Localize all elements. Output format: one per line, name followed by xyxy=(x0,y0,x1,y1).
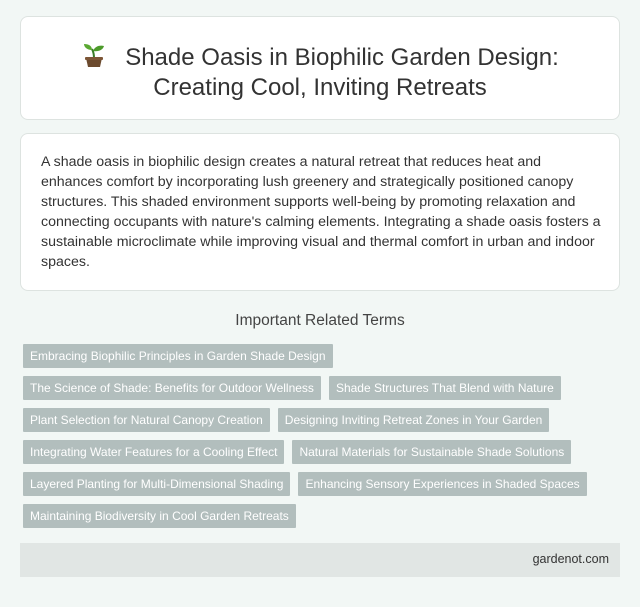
seedling-icon xyxy=(81,44,107,68)
description-card xyxy=(20,133,620,291)
description-text: A shade oasis in biophilic design creates a natural retreat that reduces heat and enhances comfort by incorporating lush greenery and strategically positioned canopy structures. This shaded environment supports well-being by promoting relaxation and connecting occupants with nature's calming elements. Integrating a shade oasis fosters a sustainable microclimate while improving visual and thermal comfort in urban and indoor spaces. xyxy=(41,154,601,270)
title-line-1: Shade Oasis in Biophilic Garden Design: xyxy=(125,44,559,71)
related-term-tag[interactable]: Embracing Biophilic Principles in Garden Shade Design xyxy=(23,344,333,368)
title-card xyxy=(20,16,620,120)
title-line-2: Creating Cool, Inviting Retreats xyxy=(153,74,487,101)
related-term-tag[interactable]: Shade Structures That Blend with Nature xyxy=(329,376,561,400)
related-term-tag[interactable]: Natural Materials for Sustainable Shade Solutions xyxy=(292,440,571,464)
related-term-tag[interactable]: Integrating Water Features for a Cooling Effect xyxy=(23,440,284,464)
related-term-tag[interactable]: Plant Selection for Natural Canopy Creation xyxy=(23,408,270,432)
related-terms-heading: Important Related Terms xyxy=(235,312,405,329)
related-term-tag[interactable]: Layered Planting for Multi-Dimensional Shading xyxy=(23,472,290,496)
related-term-tag[interactable]: Enhancing Sensory Experiences in Shaded Spaces xyxy=(298,472,586,496)
related-term-tag[interactable]: The Science of Shade: Benefits for Outdoor Wellness xyxy=(23,376,321,400)
footer xyxy=(20,543,620,577)
related-terms-list xyxy=(23,344,623,536)
related-term-tag[interactable]: Maintaining Biodiversity in Cool Garden Retreats xyxy=(23,504,296,528)
page-title xyxy=(21,43,619,103)
related-term-tag[interactable]: Designing Inviting Retreat Zones in Your Garden xyxy=(278,408,550,432)
footer-site-link[interactable]: gardenot.com xyxy=(532,552,609,566)
